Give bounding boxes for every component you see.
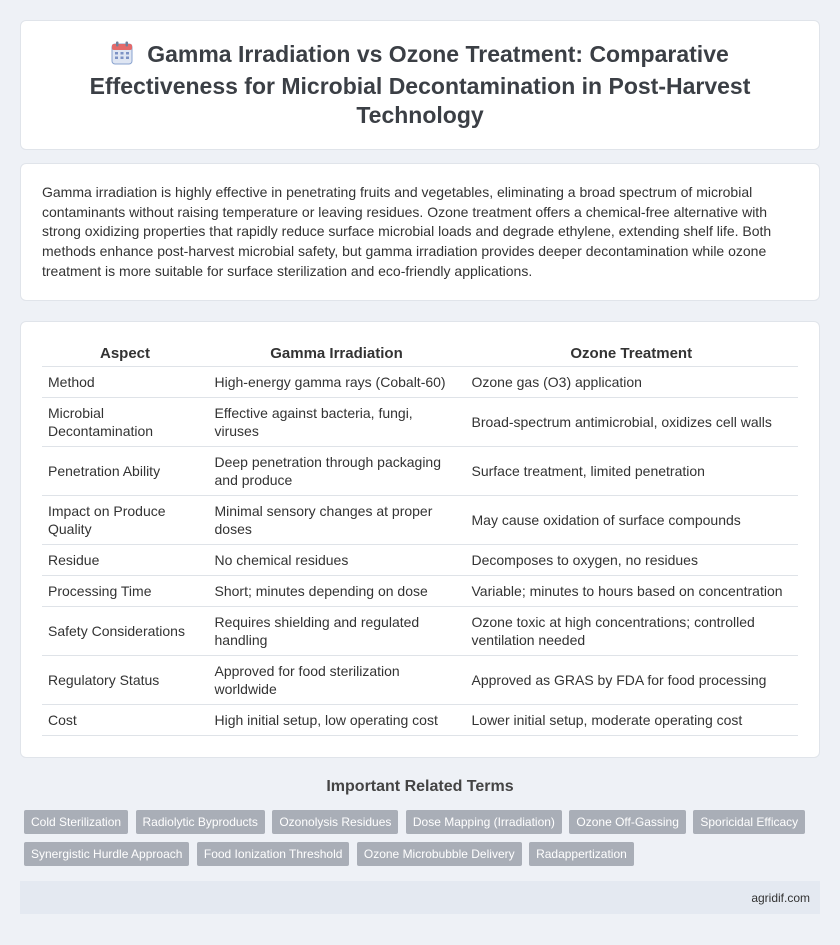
page-title-text: Gamma Irradiation vs Ozone Treatment: Comparative Effectiveness for Microbial Decontamination in Post-Harvest Technology — [89, 41, 751, 128]
table-row — [42, 544, 798, 575]
related-tag[interactable]: Radappertization — [529, 842, 634, 866]
comparison-table-card — [20, 321, 820, 758]
related-tag[interactable]: Synergistic Hurdle Approach — [24, 842, 189, 866]
table-row — [42, 397, 798, 446]
row-aspect: Cost — [42, 704, 208, 735]
related-tags — [24, 810, 824, 874]
table-header-row — [42, 344, 798, 366]
row-gamma: Deep penetration through packaging and produce — [208, 446, 465, 495]
table-row — [42, 655, 798, 704]
row-aspect: Penetration Ability — [42, 446, 208, 495]
summary-card — [20, 163, 820, 301]
table-row — [42, 606, 798, 655]
row-gamma: High-energy gamma rays (Cobalt-60) — [208, 366, 465, 397]
related-tag[interactable]: Radiolytic Byproducts — [136, 810, 265, 834]
row-aspect: Method — [42, 366, 208, 397]
row-gamma: Approved for food sterilization worldwide — [208, 655, 465, 704]
row-ozone: May cause oxidation of surface compounds — [465, 495, 798, 544]
related-tag[interactable]: Dose Mapping (Irradiation) — [406, 810, 562, 834]
related-tag[interactable]: Sporicidal Efficacy — [693, 810, 805, 834]
related-tag[interactable]: Ozonolysis Residues — [272, 810, 398, 834]
table-row — [42, 366, 798, 397]
header-ozone: Ozone Treatment — [465, 344, 798, 366]
comparison-table — [42, 344, 798, 736]
row-gamma: Short; minutes depending on dose — [208, 575, 465, 606]
footer — [20, 881, 820, 914]
title-card — [20, 20, 820, 150]
row-aspect: Microbial Decontamination — [42, 397, 208, 446]
row-ozone: Ozone gas (O3) application — [465, 366, 798, 397]
row-aspect: Impact on Produce Quality — [42, 495, 208, 544]
row-gamma: Requires shielding and regulated handling — [208, 606, 465, 655]
header-aspect: Aspect — [42, 344, 208, 366]
related-tag[interactable]: Ozone Microbubble Delivery — [357, 842, 522, 866]
table-row — [42, 495, 798, 544]
table-row — [42, 575, 798, 606]
row-aspect: Residue — [42, 544, 208, 575]
row-ozone: Surface treatment, limited penetration — [465, 446, 798, 495]
related-tag[interactable]: Food Ionization Threshold — [197, 842, 350, 866]
related-tag[interactable]: Ozone Off-Gassing — [569, 810, 686, 834]
row-gamma: Effective against bacteria, fungi, viruses — [208, 397, 465, 446]
row-ozone: Lower initial setup, moderate operating cost — [465, 704, 798, 735]
row-aspect: Safety Considerations — [42, 606, 208, 655]
row-aspect: Processing Time — [42, 575, 208, 606]
row-gamma: High initial setup, low operating cost — [208, 704, 465, 735]
related-tag[interactable]: Cold Sterilization — [24, 810, 128, 834]
row-ozone: Approved as GRAS by FDA for food processing — [465, 655, 798, 704]
row-ozone: Variable; minutes to hours based on concentration — [465, 575, 798, 606]
calendar-icon — [111, 41, 133, 72]
related-terms-heading: Important Related Terms — [326, 778, 514, 795]
row-gamma: Minimal sensory changes at proper doses — [208, 495, 465, 544]
footer-site-link[interactable]: agridif.com — [751, 891, 810, 905]
row-aspect: Regulatory Status — [42, 655, 208, 704]
table-row — [42, 704, 798, 735]
table-row — [42, 446, 798, 495]
row-gamma: No chemical residues — [208, 544, 465, 575]
row-ozone: Broad-spectrum antimicrobial, oxidizes cell walls — [465, 397, 798, 446]
summary-text: Gamma irradiation is highly effective in penetrating fruits and vegetables, eliminating a broad spectrum of microbial contaminants without raising temperature or leaving residues. Ozone treatment offers a chemical-free alternative with strong oxidizing properties that rapidly reduce surface microbial loads and degrade ethylene, extending shelf life. Both methods enhance post-harvest microbial safety, but gamma irradiation provides deeper decontamination while ozone treatment is more suitable for surface sterilization and eco-friendly applications. — [42, 184, 772, 279]
row-ozone: Decomposes to oxygen, no residues — [465, 544, 798, 575]
row-ozone: Ozone toxic at high concentrations; controlled ventilation needed — [465, 606, 798, 655]
header-gamma: Gamma Irradiation — [208, 344, 465, 366]
page-title — [21, 40, 819, 130]
